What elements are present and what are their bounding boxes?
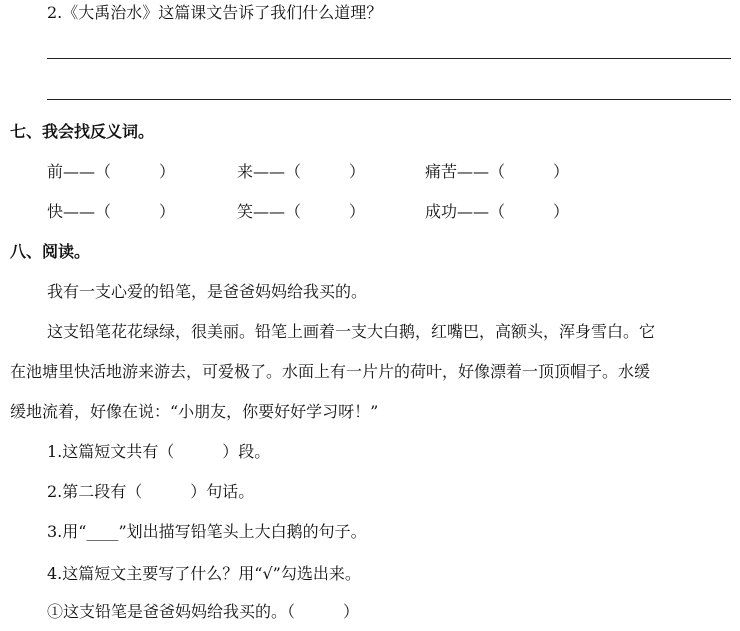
question-2-text: 2.《大禹治水》这篇课文告诉了我们什么道理？ [47,3,383,22]
antonym-item-4[interactable]: 快——（ ） [47,202,176,221]
antonym-item-5[interactable]: 笑——（ ） [237,202,366,221]
reading-paragraph-1: 我有一支心爱的铅笔，是爸爸妈妈给我买的。 [47,282,368,301]
antonym-item-2[interactable]: 来——（ ） [237,162,366,181]
reading-question-2[interactable]: 2.第二段有（ ）句话。 [47,482,255,501]
reading-paragraph-2-line-2: 在池塘里快活地游来游去，可爱极了。水面上有一片片的荷叶，好像漂着一顶顶帽子。水缓 [10,362,651,381]
section-8-heading: 八、阅读。 [10,242,91,261]
answer-line-1[interactable] [47,58,731,59]
reading-option-1[interactable]: ①这支铅笔是爸爸妈妈给我买的。（ ） [47,602,360,621]
reading-paragraph-2-line-3: 缓地流着，好像在说：“小朋友，你要好好学习呀！” [10,402,379,421]
antonym-item-6[interactable]: 成功——（ ） [425,202,570,221]
reading-question-3[interactable]: 3.用“____”划出描写铅笔头上大白鹅的句子。 [47,522,367,541]
reading-question-4[interactable]: 4.这篇短文主要写了什么？用“√”勾选出来。 [47,564,361,583]
reading-question-1[interactable]: 1.这篇短文共有（ ）段。 [47,442,271,461]
reading-paragraph-2-line-1: 这支铅笔花花绿绿，很美丽。铅笔上画着一支大白鹅，红嘴巴，高额头，浑身雪白。它 [47,322,656,341]
answer-line-2[interactable] [47,99,731,100]
section-7-heading: 七、我会找反义词。 [10,122,155,141]
antonym-item-3[interactable]: 痛苦——（ ） [425,162,570,181]
antonym-item-1[interactable]: 前——（ ） [47,162,176,181]
